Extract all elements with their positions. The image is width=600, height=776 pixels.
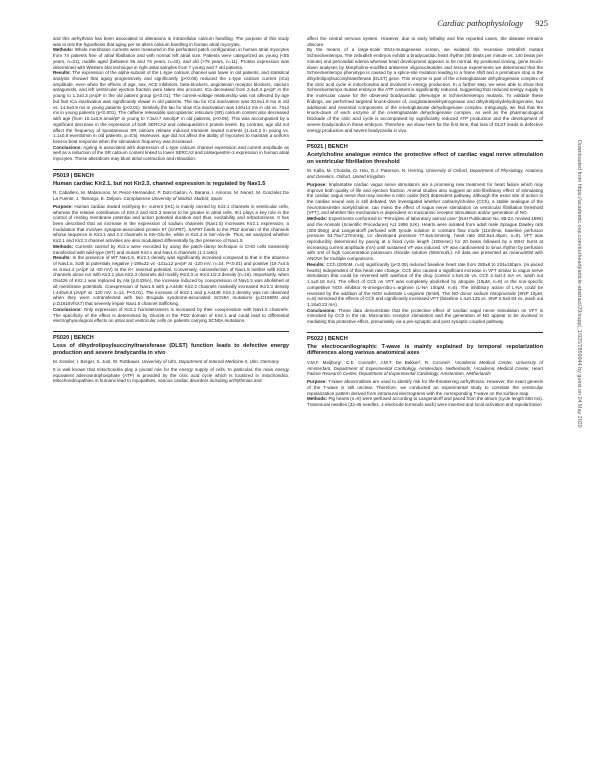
authors-names: V.M.F. Meijborg¹, C.E. Conrath¹, J.M.T. De Bakker², R. Coronel¹. (307, 360, 452, 365)
methods-paragraph (53, 244, 289, 255)
conclusions-paragraph (307, 308, 543, 325)
results-text: CCh (200nM, n=8) significantly (p<0.05) reduced baseline heart rate from 280±8 to 224±16bpm. (In paced hearts) Independent of this heart rate change, CCh also caused a significant increase in VFT similar to vagus nerve stimulation that could be reversed with washout of the drug (control 1.5±0.25 vs. CCh 2.4±0.4 mA vs. wash out 1.1±0.18 mA). The effect of CCh on VFT was completely abolished by atropine (10μM, n=8) or the non-specific competitive NOS inhibitor N-omega-nitro-L-arginine (L-NA 100μM, n=8). The inhibitory action of L-NA could be reversed by the addition of the NOS substrate L-arginine (5mM). The NO donor sodium nitroprusside (SNP 10μM, n=8) mimicked the effects of CCh and significantly increased VFT (baseline 1.4±0.125 vs. SNP 2.9±0.83 vs. wash out 1.18±0.23 mA). (307, 261, 543, 307)
left-column (53, 36, 289, 384)
authors-names: M. Kalla, M. Chotalia, O. Hao, D.J. Paterson, N. Herring. (307, 168, 425, 174)
methods-label: Methods: (307, 216, 328, 222)
abstract-authors (307, 168, 543, 179)
abstract-p5020 (53, 331, 289, 384)
abstract-p5021 (307, 140, 543, 325)
running-title: Cardiac pathophysiology (437, 18, 524, 28)
abstract-p5019 (53, 169, 289, 324)
methods-text: Pig hearts (n=9) were perfused according to Langendorff and paced from the atrium (cycle length 650 ms). Transmural needles (32-45 needles, 4 electrode terminals each) were inserted and local activation and repolarization (307, 396, 543, 408)
purpose-paragraph (307, 182, 543, 216)
conclusions-label: Conclusions: (53, 306, 82, 312)
purpose-label: Purpose: (307, 379, 327, 385)
abstract-title: Human cardiac Kir2.1, but not Kir2.3, channel expression is regulated by Nav1.5 (53, 180, 266, 187)
authors-affiliation: Complutense University of Madrid, Madrid, Spain (123, 196, 223, 202)
authors-names: M. Kessler, I. Berger, S. Just, W. Rottbauer. (53, 359, 141, 365)
conclusions-text: Only expression of Kir2.1 homotetramers is increased by their coexpression with Nav1.5 channels. The specificity of the effect is determined by Glu426 in the PDZ domain of Kir2.1 and could lead to differential electrophysiological effects on atrial and ventricular cells on patients carrying SCN5A mutations. (53, 306, 290, 324)
abstract-id: P5020 | BENCH (53, 334, 94, 341)
abstract-authors (307, 360, 543, 377)
conclusions-label: Conclusions: (53, 144, 82, 150)
purpose-text: T-wave abnormalities are used to identify risk for life-threatening arrhythmias. However, the exact genesis of the T-wave is still unclear. Therefore, we conducted an experimental study to correlate the ventricular repolarization pattern derived from intramural electrograms with the corresponding T-wave on the surface map. (307, 379, 543, 396)
methods-text: Currents carried by Kir2.x were recorded by using the patch-clamp technique in CHO cells transiently transfected with wild-type (WT) and mutant Kir2.x and Nav1.5 channels (1:1 ratio). (53, 243, 290, 255)
methods-paragraph (307, 396, 543, 407)
abstract-authors (53, 359, 289, 365)
methods-label: Methods: (307, 396, 328, 402)
conclusions-text: Ageing is associated with depression of L-type calcium channel expression and current amplitude as well as a reduction of the SR calcium content linked to lower SERCA2 and calsequestrin-2 expression in human atrial myocytes. These alterations may blunt atrial contraction and relaxation. (53, 144, 290, 162)
results-text: The expression of the alpha-subunit of the L-type calcium channel was lower in old patients, and statistical analysis showed that aging progressively and significantly (p<0.05) reduced the L-type calcium current (ICa) amplitude, even when the effects of age, sex, ACE inhibitors, beta-blockers, angiotensin receptor blockers, calcium antagonists, and left ventricular ejection fraction were taken into account. ICa decreased from 2.4±0.3 pA/pF in the young to 1.2±0.3 pA/pF in the old patient group (p<0.01). The current-voltage relationship was not affected by age but fast ICa inactivation was significantly slower in old patients. The tau for ICa inactivation was 20.9±1.9 ms in old vs. 14.5±0.9 ms in young patients (p<0.01). Similarly the tau for slow ICa inactivation was 130±12 ms in old vs. 73±3 ms in young patients (p<0.001). The caffeine releasable sarcoplasmic reticulum (SR) calcium content also decreased with age (from 10.1±0.8 amol/pF in young to 7.3±0.7 amol/pF in old patients, p<0.05). This was accompanied by a significant decrease in the expression of both SERCA2 and calsequestrin-2 protein levels. By contrast, age did not affect the frequency of spontaneous SR calcium release induced transient inward currents (1.4±0.3 in young vs. 1.1±0.8 events/min in old patients, p=0.5). Moreover, age did not affect the ability of myocytes to maintain a uniform beat-to-beat response when the stimulation frequency was increased. (53, 70, 289, 144)
purpose-paragraph (307, 379, 543, 396)
conclusions-paragraph (53, 145, 289, 162)
authors-affiliation: University of Ulm, Department of Internal Medicine II, Ulm, Germany (141, 359, 279, 365)
page-header (437, 18, 548, 28)
methods-text: Experiments conformed to "Principles of laboratory animal care" (NIH Publication No. 85-23, revised 1996) and the Animals (Scientific Procedures) Act 1986 (UK). Hearts were isolated from adult male Sprague Dawley rats (300-350g) and Langendorff perfused with tyrode solution in constant flow mode (11ml/min, baseline perfusion pressure 54.75±7.27mmHg, LV developed pressure 77.5±5.6mmHg, heart rate 282.8±3.4bpm, n=8). VFT was reproducibly determined by pacing at a fixed cycle length (150msec) for 20 beats followed by a 50Hz burst at increasing current amplitude (mA) until sustained VF was induced. VF was cardioverted to sinus rhythm by perfusion with 1ml of high concentration potassium chloride solution (50mmol/L). All data are presented as mean±SEM with ANOVA for multiple comparisons. (307, 216, 544, 262)
conclusions-paragraph (53, 307, 289, 324)
purpose-text: Human cardiac inward rectifying K+ current (IK1) is mainly carried by Kir2.1 channels in ventricular cells, whereas the relative contribution of Kir2.2 and Kir2.3 seems to be greater in atrial cells. IK1 plays a key role in the control of resting membrane potential and action potential duration and thus, excitability and refractoriness. It has been described that an increase in the expression of sodium channels (Nav1.5) increases Kir2.1 expression, a modulation that involves synapse-associated protein 97 (SAP97). SAP97 binds to the PDZ domain of the channels whose sequence in Kir2.1 and 2.2 channels is Ser-Glu-Ile, while in Kir2.3 is Ser-Ala-Ile. Thus, we analyzed whether Kir2.1 and Kir2.3 channel activities are also modulated differentially by the presence of Nav1.5. (53, 203, 290, 244)
methods-paragraph (53, 47, 289, 70)
results-label: Results: (53, 255, 71, 261)
conclusions-label: Conclusions: (307, 307, 336, 313)
authors-names: R. Caballero, M. Matamoros, M. Perez-Hernandez, P. Dolz-Gaiton, A. Barana, I. Amoros, M. Nunez, M. Gonzalez De La Fuente, J. Tamargo, E. Delpon. (53, 190, 289, 202)
abstract-id: P5021 | BENCH (307, 144, 348, 151)
purpose-label: Purpose: (307, 181, 327, 187)
results-paragraph (307, 262, 543, 308)
purpose-text: Implantable cardiac vagus nerve stimulators are a promising new treatment for heart failure which may improve both quality of life and ejection fraction. Animal studies also suggest an anti-fibrillatory effect of stimulating the cardiac vagus nerve that may involve a nitric oxide (NO) dependent pathway, although the exact site of action in the cardiac neural axis is still debated. We investigated whether carbamylcholine (CCh), a stable analogue of the neurotransmitter acetylcholine, can mimic the effect of vagus nerve stimulation on ventricular fibrillation threshold (VFT), and whether this mechanism is dependent on muscarinic receptor stimulation and/or generation of NO. (307, 181, 544, 216)
purpose-label: Purpose: (53, 203, 73, 209)
intro-paragraph: and this arrhythmia has been associated to alterations in intracellular calcium handling. The purpose of this study was to test the hypothesis that aging per se alters calcium handling in human atrial myocytes. (53, 36, 289, 47)
download-watermark: Downloaded from https://academic.oup.com/eurheartj/article-abstract/29/suppl_1/925/2859944 by guest on 24 May 2020 (576, 140, 582, 428)
conclusions-text: These data demonstrate that the protective effect of cardiac vagal nerve stimulation on VFT is mimicked by CCh in the rat. Muscarinic receptor stimulation and the generation of NO appear to be involved in mediating this protective effect, presumably via a pre-synaptic and post synaptic coupled pathway. (307, 307, 543, 325)
abstract-authors (53, 190, 289, 201)
abstract-id: P5019 | BENCH (53, 172, 94, 179)
abstract-title: The electrocardiographic T-wave is mainly explained by temporal repolarization differences along various anatomical axes (307, 343, 543, 357)
results-paragraph (53, 255, 289, 306)
continuation-paragraph: affect the central nervous system. However, due to early lethality and few reported cases, the disease remains obscure. (307, 36, 543, 47)
methods-label: Methods: (53, 243, 74, 249)
abstract-id: P5022 | BENCH (307, 335, 348, 342)
abstract-p5022 (307, 332, 543, 408)
authors-affiliation: University of Oxford, Department of Physiology, Anatomy and Genetics, Oxford, United Kingdom (307, 168, 543, 180)
results-text: In the presence of WT Nav1.5, IKir2.1 density was significantly increased compared to that in the absence of Nav1.5, both at potentials negative (-199±22 vs -121±12 pA/pF at -120 mV, n=24, P<0.01) and positive (19.7±4.5 vs 8.8±1.2 pA/pF at -50 mV) to the K+ reversal potential. Conversely, cotransfection of Nav1.5 neither with Kir2.3 channels alone nor with Kir2.1 plus Kir2.3 channels did modify IKir2.3 or IKir2.1/2.3 density (n=16). Importantly, when Glu426 of Kir2.1 was replaced by Ala (p.E426A), the increase induced by coexpression of Nav1.5 was abolished at all membrane potentials. Coexpression of Nav1.5 with p.A444E Kir2.3 channels markedly increased IKir2.3 density (-440±5.8 pA/pF at -120 mV, n=12, P<0.01). The increase of IKir2.1 and p.A444E Kir2.3 density was not observed when they were cotransfected with two Brugada syndrome-associated SCN5A mutations (p.D1690N and p.D1816VfsX7) that severely impair Nav1.5 channel trafficking. (53, 255, 290, 307)
right-column (307, 36, 543, 408)
abstract-body: It is well known that mitochondria play a pivotal role for the energy supply of cells. In particular, the main energy equivalent adenosintriphosphate (ATP) is provided by the citric acid cycle which is localized in mitochondria. Mitochondriopathies in humans lead to myopathies, various cardiac disorders including arrhythmias and (53, 366, 289, 384)
methods-paragraph (307, 216, 543, 262)
methods-label: Methods: (53, 47, 74, 53)
results-label: Results: (53, 70, 71, 76)
authors-affiliation: ¹Academic Medical Center, University of Amsterdam, Department of Experimental Cardiology, Amsterdam, Netherlands; ²Academic Medical Center, Heart Failure Research Center, Department of Experimental Cardiology, Amsterdam, Netherlands (307, 360, 544, 377)
abstract-title: Acetylcholine analogue mimics the protective effect of cardiac vagal nerve stimulation on ventricular fibrillation threshold (307, 152, 543, 165)
page-number: 925 (535, 18, 548, 28)
results-paragraph (53, 70, 289, 144)
continuation-paragraph-2: By the means of a large-scale ENU-mutagenesis screen, we isolated the recessive zebrafish mutant Schneckentempo. The zebrafish embryos exhibit a bradycardiac heart rhythm (80 beats per minute vs. 140 beats per minute) and pericardial edema whereas heart development appears to be normal. By positional cloning, gene knock-down analyses by Morpholino-modified antisense oligonucleotides and rescue experiments we determined that the Schneckentempo phenotype is caused by a splice-site mutation leading to a frame shift and a premature stop in the dihydrolipoylsuccinyltransferase (DLST) gene. This enzyme is part of the α-ketoglutarate dehydrogenase complex of the citric acid cycle in mitochondria and involved in energy production. In a further step, we were able to show that Schneckentempo mutant embryos the ATP content is significantly reduced, suggesting that reduced energy supply is the molecular cause for the observed bradycardiac phenotype in Schneckentempo mutants. To validate these findings, we performed targeted knock-downs of, oxoglutaratedehydrogenase and dihydrolipolydehydrogenase, two additional and essential components of the α-ketoglutarate dehydrogenase complex. Intriguingly, we find that the knock-down of each enzyme of the α-ketoglutarate dehydrogenase complex, as well as the pharmacological blockade of the citric acid cycle is accompanied by significantly reduced ATP production and the development of severe bradycardia in these embryos. Therefore, we show here for the first time, that loss of DLST leads to defective energy production and severe bradycardia in vivo. (307, 47, 543, 133)
results-label: Results: (307, 261, 325, 267)
methods-text: Whole membrane currents were measured in the perforated patch configuration in human atrial myocytes from 74 patients free of atrial fibrillation and with normal left atrial size. Patients were categorized as young (<55 years, n=21), middle aged (between 55 and 75 years, n=42), and old (>75 years, n=11). Protein expression was determined with Western blot technique in right atrial samples from 7 young and 7 old patients. (53, 47, 289, 70)
purpose-paragraph (53, 204, 289, 244)
abstract-title: Loss of dihydrolipoylsuccinyltransferase (DLST) function leads to defective energy production and severe bradycardia in vivo (53, 342, 289, 356)
